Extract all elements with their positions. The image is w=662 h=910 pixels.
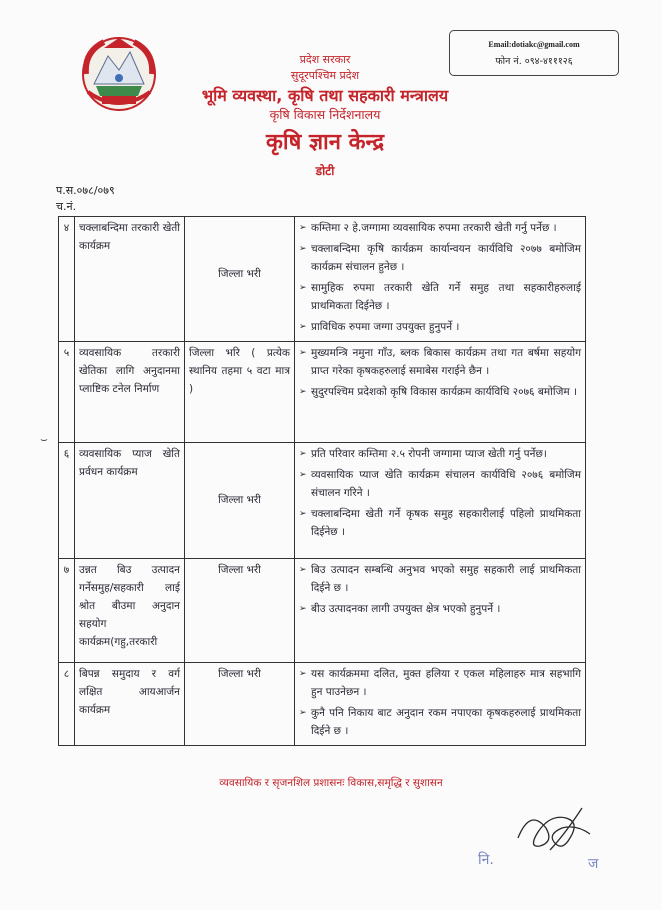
area-text: जिल्ला भरि ( प्रत्येक स्थानिय तहमा ५ वटा मात्र ) [189, 347, 290, 395]
table-row [59, 443, 586, 559]
arrow-bullet-icon: ➢ [299, 565, 307, 575]
condition-item [299, 318, 581, 336]
arrow-bullet-icon: ➢ [299, 470, 307, 480]
program-name-cell: व्यवसायिक प्याज खेति प्रर्वधन कार्यक्रम [75, 443, 185, 559]
area-text: जिल्ला भरी [218, 494, 261, 506]
area-cell [185, 443, 295, 559]
conditions-cell [295, 443, 586, 559]
arrow-bullet-icon: ➢ [299, 449, 307, 459]
serial-number-cell: ८ [59, 663, 75, 746]
header-government: प्रदेश सरकार [299, 53, 351, 66]
condition-text: व्यवसायिक प्याज खेति कार्यक्रम संचालन कार्यविधि २०७६ बमोजिम संचालन गरिने । [311, 469, 581, 499]
footer-slogan: व्यवसायिक र सृजनशिल प्रशासनः विकास,समृद्धि र सुशासन [219, 777, 443, 789]
condition-text: सामुहिक रुपमा तरकारी खेति गर्ने समुह तथा सहकारीहरुलाई प्राथमिकता दिईनेछ । [311, 282, 581, 312]
program-name-cell: उन्नत बिउ उत्पादन गर्नेसमुह/सहकारी लाई श्रोत बीउमा अनुदान सहयोग कार्यक्रम(गहु,तरकारी [75, 559, 185, 663]
condition-item [299, 505, 581, 541]
arrow-bullet-icon: ➢ [299, 283, 307, 293]
table-row [59, 342, 586, 443]
margin-mark: ⌣ [40, 432, 48, 446]
area-cell [185, 559, 295, 663]
condition-item [299, 383, 581, 401]
arrow-bullet-icon: ➢ [299, 348, 307, 358]
reference-ps: प.स.०७८/०७९ [56, 184, 115, 197]
serial-number-cell: ५ [59, 342, 75, 443]
condition-text: कुनै पनि निकाय बाट अनुदान रकम नपाएका कृषकहरुलाई प्राथमिकता दिईने छ । [311, 707, 581, 737]
condition-text: प्राविधिक रुपमा जग्गा उपयुक्त हुनुपर्ने । [311, 321, 460, 333]
header-office: कृषि ज्ञान केन्द्र [265, 130, 384, 155]
condition-item [299, 344, 581, 380]
condition-text: बिउ उत्पादन सम्बन्धि अनुभव भएको समुह सहकारी लाई प्राथमिकता दिईने छ । [311, 564, 581, 594]
condition-text: चक्लाबन्दिमा खेती गर्ने कृषक समुह सहकारीलाई पहिलो प्राथमिकता दिईनेछ । [311, 508, 581, 538]
condition-item [299, 561, 581, 597]
condition-text: कम्तिमा २ हे.जग्गामा व्यवसायिक रुपमा तरकारी खेती गर्नु पर्नेछ । [311, 222, 557, 234]
conditions-cell [295, 663, 586, 746]
header-ministry: भूमि व्यवस्था, कृषि तथा सहकारी मन्त्रालय [201, 86, 449, 105]
condition-item [299, 240, 581, 276]
arrow-bullet-icon: ➢ [299, 387, 307, 397]
program-name-cell: चक्लाबन्दिमा तरकारी खेती कार्यक्रम [75, 217, 185, 342]
arrow-bullet-icon: ➢ [299, 708, 307, 718]
condition-text: सुदुरपश्चिम प्रदेशको कृषि विकास कार्यक्रम कार्यविधि २०७६ बमोजिम । [311, 386, 577, 398]
serial-number-cell: ६ [59, 443, 75, 559]
stamp-text-right: ज [588, 856, 599, 872]
program-table [58, 216, 586, 746]
header-directorate: कृषि विकास निर्देशनालय [269, 107, 381, 122]
arrow-bullet-icon: ➢ [299, 322, 307, 332]
condition-text: प्रति परिवार कम्तिमा २.५ रोपनी जग्गामा प्याज खेती गर्नु पर्नेछ। [311, 448, 547, 460]
phone-text: फोन नं. ०९४-४१११२६ [495, 56, 573, 67]
condition-text: चक्लाबन्दिमा कृषि कार्यक्रम कार्यान्वयन कार्यविधि २०७७ बमोजिम कार्यक्रम संचालन हुनेछ । [311, 243, 581, 273]
program-name-cell: व्यवसायिक तरकारी खेतिका लागि अनुदानमा प्लाष्टिक टनेल निर्माण [75, 342, 185, 443]
header-district: डोटी [315, 164, 335, 178]
area-text: जिल्ला भरी [218, 564, 261, 576]
area-cell [185, 342, 295, 443]
header-province: सुदूरपश्चिम प्रदेश [290, 69, 360, 82]
condition-item [299, 279, 581, 315]
reference-chn: च.नं. [56, 200, 77, 213]
conditions-cell [295, 217, 586, 342]
conditions-cell [295, 342, 586, 443]
serial-number-cell: ४ [59, 217, 75, 342]
condition-item [299, 466, 581, 502]
table-row [59, 217, 586, 342]
condition-item [299, 445, 581, 463]
condition-item [299, 219, 581, 237]
stamp-text-left: नि. [478, 852, 494, 868]
area-text: जिल्ला भरी [218, 268, 261, 280]
email-text: Email:dotiakc@gmail.com [488, 40, 580, 49]
condition-text: मुख्यमन्त्रि नमुना गाँउ, ब्लक बिकास कार्यक्रम तथा गत बर्षमा सहयोग प्राप्त गरेका कृषकहरुलाई समाबेस गराईने छैन । [311, 347, 581, 377]
arrow-bullet-icon: ➢ [299, 223, 307, 233]
condition-text: बीउ उत्पादनका लागी उपयुक्त क्षेत्र भएको हुनुपर्ने । [311, 603, 501, 615]
arrow-bullet-icon: ➢ [299, 669, 307, 679]
conditions-cell [295, 559, 586, 663]
arrow-bullet-icon: ➢ [299, 604, 307, 614]
condition-item [299, 665, 581, 701]
serial-number-cell: ७ [59, 559, 75, 663]
area-cell [185, 663, 295, 746]
arrow-bullet-icon: ➢ [299, 509, 307, 519]
program-name-cell: बिपन्न समुदाय र वर्ग लक्षित आयआर्जन कार्यक्रम [75, 663, 185, 746]
nepal-emblem-icon [74, 34, 164, 116]
table-row [59, 663, 586, 746]
table-row [59, 559, 586, 663]
signature-icon [510, 798, 600, 858]
condition-item [299, 704, 581, 740]
area-cell [185, 217, 295, 342]
condition-item [299, 600, 581, 618]
area-text: जिल्ला भरी [218, 668, 261, 680]
condition-text: यस कार्यक्रममा दलित, मुक्त हलिया र एकल महिलाहरु मात्र सहभागि हुन पाउनेछन । [311, 668, 581, 698]
arrow-bullet-icon: ➢ [299, 244, 307, 254]
